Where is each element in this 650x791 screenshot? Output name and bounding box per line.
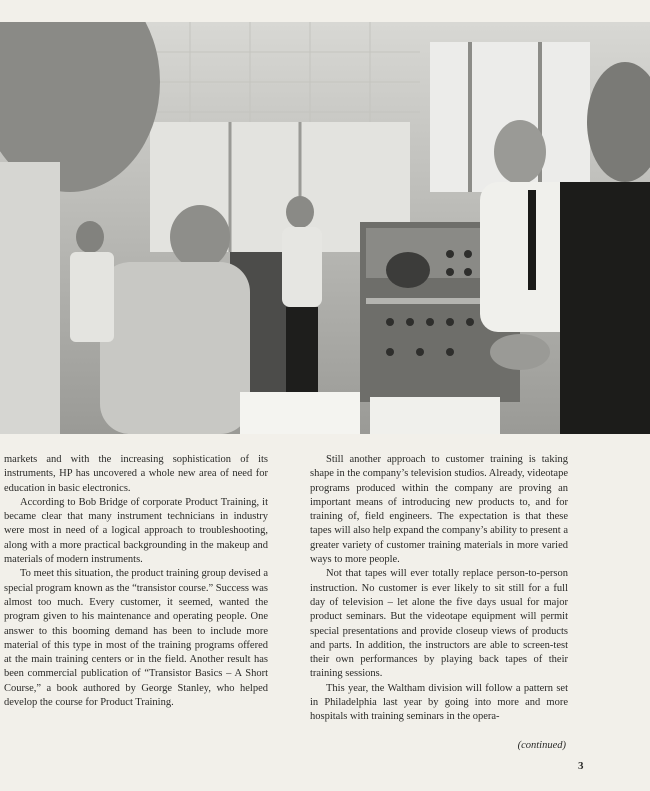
paragraph: markets and with the increasing sophistication of its instruments, HP has uncovered a whole new area of need for education in basic electronics. [4,454,268,494]
article-column-left [4,453,268,710]
photo-training-session [0,22,650,434]
paragraph: To meet this situation, the product training group devised a special program known as the “transistor course.” Success was almost too much. Every customer, it seemed, wanted the program given to his maintenance and operating people. One answer to this booming demand has been to include more material of this type in most of the training programs offered at the main training centers or in the field. Another result has been commercial publication of “Transistor Basics – A Short Course,” a book authored by George Stanley, who helped develop the course for Product Training. [4,568,268,709]
article-column-right [310,453,568,725]
photo-illustration [0,22,650,434]
page-number: 3 [578,760,584,772]
paragraph: According to Bob Bridge of corporate Product Training, it became clear that many instrument technicians in industry were most in need of a logical approach to troubleshooting, along with a more practical backgrounding in the makeup and materials of modern instruments. [4,496,268,566]
paragraph: This year, the Waltham division will follow a pattern set in Philadelphia last year by going into more and more hospitals with training seminars in the opera- [310,682,568,723]
continued-label: (continued) [517,740,566,751]
paragraph: Still another approach to customer training is taking shape in the company’s television studios. Already, videotape programs produced within the company are proving an important means of introducing new products to, and for training of, field engineers. The expectation is that these tapes will also help expand the company’s ability to present a greater variety of customer training materials in more varied ways to more people. [310,454,568,566]
paragraph: Not that tapes will ever totally replace person-to-person instruction. No customer is ever likely to sit still for a full day of television – let alone the five days usual for major product seminars. But the videotape equipment will permit special presentations and provide closeup views of products and parts. In addition, the instructors are able to screen-test their own performances by playing back tapes of their training sessions. [310,568,568,680]
